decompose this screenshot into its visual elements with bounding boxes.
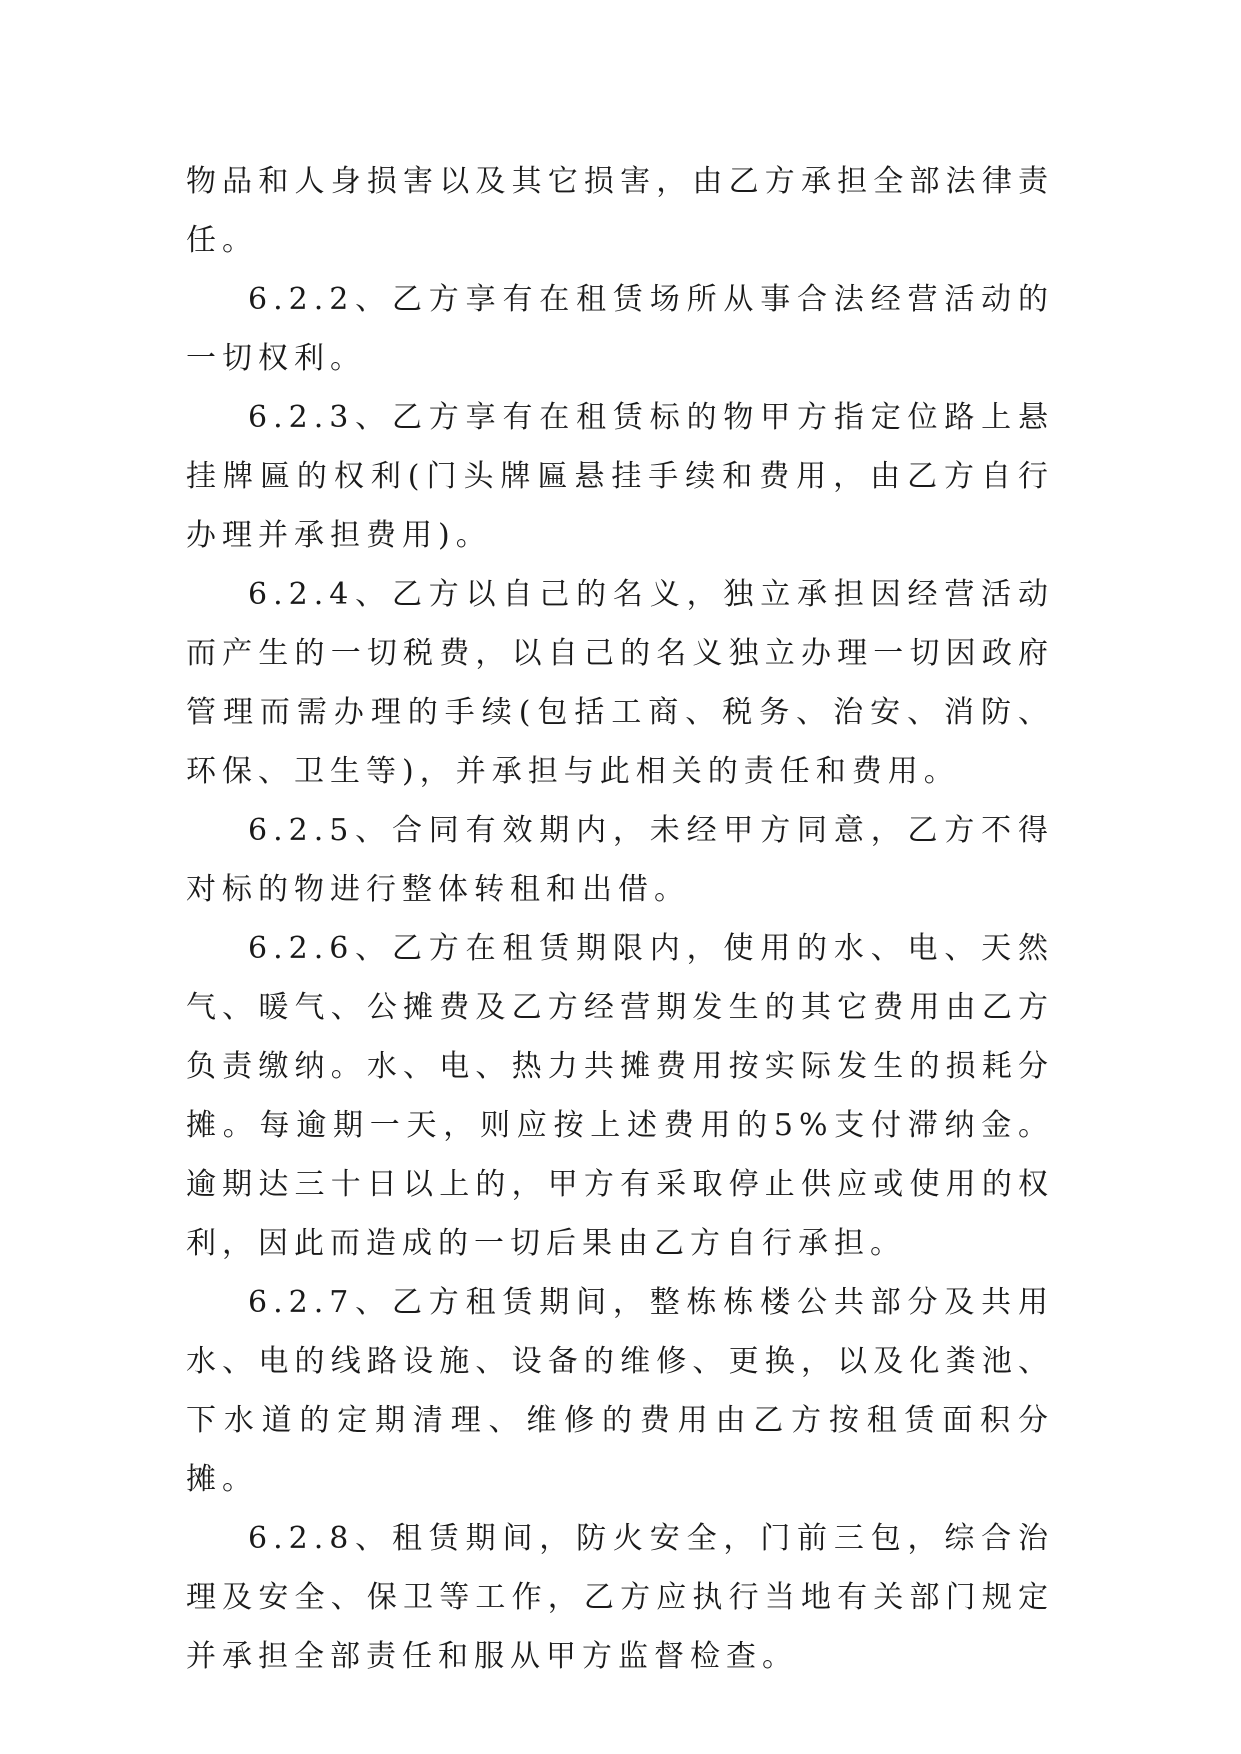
paragraph-6-2-4: 6.2.4、乙方以自己的名义，独立承担因经营活动而产生的一切税费，以自己的名义独立办理一切因政府管理而需办理的手续(包括工商、税务、治安、消防、环保、卫生等)，并承担与此相关的责任和费用。 bbox=[186, 577, 1054, 789]
paragraph-6-2-3: 6.2.3、乙方享有在租赁标的物甲方指定位路上悬挂牌匾的权利(门头牌匾悬挂手续和费用，由乙方自行办理并承担费用)。 bbox=[186, 400, 1054, 553]
paragraph-6-2-8: 6.2.8、租赁期间，防火安全，门前三包，综合治理及安全、保卫等工作，乙方应执行当地有关部门规定并承担全部责任和服从甲方监督检查。 bbox=[186, 1521, 1054, 1674]
paragraph-6-2-2: 6.2.2、乙方享有在租赁场所从事合法经营活动的一切权利。 bbox=[186, 282, 1054, 376]
paragraph-6-2-5: 6.2.5、合同有效期内，未经甲方同意，乙方不得对标的物进行整体转租和出借。 bbox=[186, 813, 1054, 907]
paragraph-6-2-6: 6.2.6、乙方在租赁期限内，使用的水、电、天然气、暖气、公摊费及乙方经营期发生的其它费用由乙方负责缴纳。水、电、热力共摊费用按实际发生的损耗分摊。每逾期一天，则应按上述费用的5%支付滞纳金。逾期达三十日以上的，甲方有采取停止供应或使用的权利，因此而造成的一切后果由乙方自行承担。 bbox=[186, 931, 1054, 1261]
paragraph-continuation: 物品和人身损害以及其它损害，由乙方承担全部法律责任。 bbox=[186, 164, 1054, 258]
paragraph-6-2-7: 6.2.7、乙方租赁期间，整栋栋楼公共部分及共用水、电的线路设施、设备的维修、更换，以及化粪池、下水道的定期清理、维修的费用由乙方按租赁面积分摊。 bbox=[186, 1285, 1054, 1497]
document-body bbox=[186, 152, 1054, 1686]
